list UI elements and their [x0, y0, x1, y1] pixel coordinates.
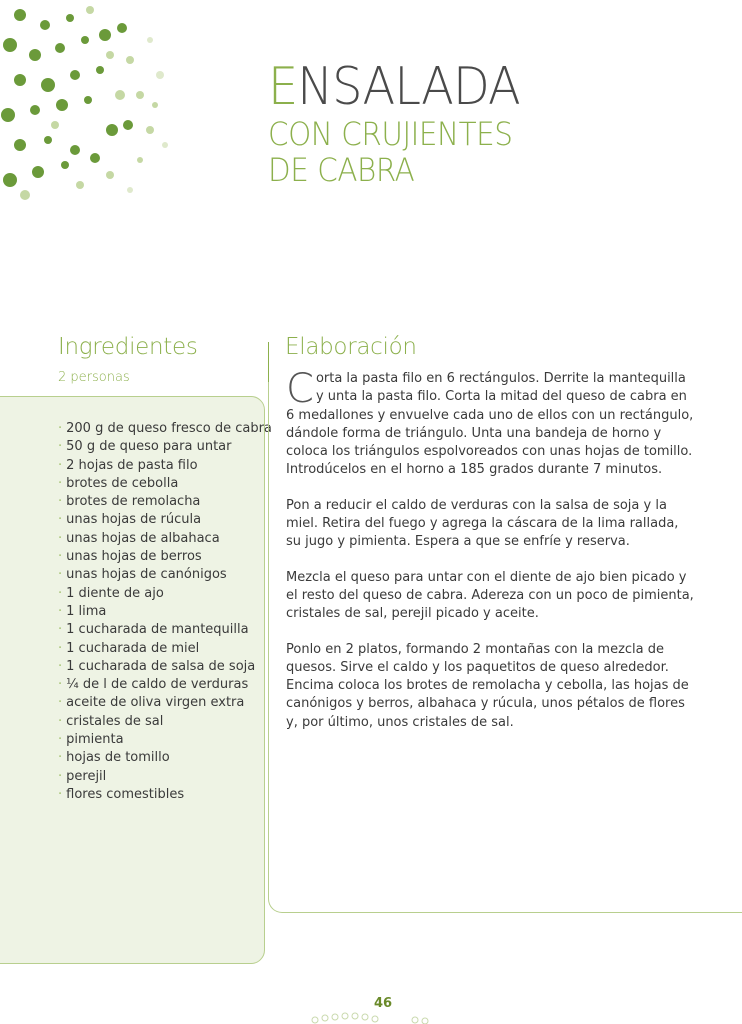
- bullet-icon: ·: [58, 732, 63, 748]
- bullet-icon: ·: [58, 530, 63, 546]
- bullet-icon: ·: [58, 494, 63, 510]
- ingredient-text: pimienta: [66, 732, 124, 748]
- elaboration-body: [286, 366, 696, 749]
- ingredient-item: [58, 786, 272, 804]
- ingredients-servings: 2 personas: [58, 370, 130, 385]
- bullet-icon: ·: [58, 421, 63, 436]
- ingredient-item: [58, 676, 272, 694]
- elaboration-paragraph-4: Ponlo en 2 platos, formando 2 montañas con la mezcla de quesos. Sirve el caldo y los paquetitos de queso alrededor. Encima coloca los brotes de remolacha y cebolla, las hojas de canónigos y berros, albahaca y rúcula, unos pétalos de flores y, por último, unos cristales de sal.: [286, 641, 689, 730]
- ingredient-item: [58, 621, 272, 639]
- ingredient-text: unas hojas de albahaca: [66, 530, 220, 546]
- bullet-icon: ·: [58, 750, 63, 766]
- ingredient-item: [58, 493, 272, 511]
- bullet-icon: ·: [58, 640, 63, 656]
- ingredient-text: 50 g de queso para untar: [66, 439, 232, 455]
- ingredient-text: 1 cucharada de salsa de soja: [66, 658, 256, 674]
- ingredient-item: [58, 694, 272, 712]
- ingredients-list: [58, 420, 272, 804]
- title-sub-line1: CON CRUJIENTES: [268, 115, 513, 153]
- ingredient-text: unas hojas de berros: [66, 549, 202, 565]
- decorative-dots-bottom: [300, 1008, 440, 1024]
- title-initial: E: [268, 57, 298, 117]
- bullet-icon: ·: [58, 603, 63, 619]
- paragraph-1-text: orta la pasta filo en 6 rectángulos. Derrite la mantequilla y unta la pasta filo. Corta la mitad del queso de cabra en 6 medallones y envuelve cada uno de ellos con un rectángulo, dándole forma de triángulo. Unta una bandeja de horno y coloca los triángulos espolvoreados con unas hojas de tomillo. Introdúcelos en el horno a 185 grados durante 7 minutos.: [286, 371, 694, 478]
- ingredient-text: hojas de tomillo: [66, 750, 170, 766]
- bullet-icon: ·: [58, 713, 63, 729]
- bullet-icon: ·: [58, 695, 63, 711]
- bullet-icon: ·: [58, 439, 63, 455]
- ingredient-text: cristales de sal: [66, 713, 164, 729]
- ingredient-item: [58, 731, 272, 749]
- bullet-icon: ·: [58, 475, 63, 491]
- ingredient-text: perejil: [66, 768, 107, 784]
- ingredient-text: 1 cucharada de miel: [66, 640, 200, 656]
- ingredient-item: [58, 566, 272, 584]
- bullet-icon: ·: [58, 677, 63, 693]
- recipe-title: [268, 58, 542, 188]
- ingredient-text: brotes de cebolla: [66, 475, 179, 491]
- ingredient-item: [58, 420, 272, 438]
- ingredient-item: [58, 585, 272, 603]
- elaboration-paragraph-2: Pon a reducir el caldo de verduras con la salsa de soja y la miel. Retira del fuego y agrega la cáscara de la lima rallada, su jugo y pimienta. Espera a que se enfríe y reserva.: [286, 497, 679, 550]
- ingredient-text: unas hojas de rúcula: [66, 512, 202, 528]
- ingredient-item: [58, 530, 272, 548]
- ingredient-item: [58, 640, 272, 658]
- elaboration-paragraph-1: [286, 366, 696, 480]
- bullet-icon: ·: [58, 457, 63, 473]
- bullet-icon: ·: [58, 768, 63, 784]
- bullet-icon: ·: [58, 585, 63, 601]
- ingredient-item: [58, 457, 272, 475]
- elaboration-heading: Elaboración: [285, 334, 417, 360]
- ingredient-item: [58, 713, 272, 731]
- ingredient-item: [58, 511, 272, 529]
- ingredient-item: [58, 475, 272, 493]
- ingredient-item: [58, 658, 272, 676]
- ingredient-text: flores comestibles: [66, 786, 185, 802]
- ingredient-item: [58, 548, 272, 566]
- ingredients-heading: Ingredientes: [58, 334, 198, 360]
- ingredient-text: ¼ de l de caldo de verduras: [66, 677, 249, 693]
- ingredient-item: [58, 438, 272, 456]
- page-number: 46: [374, 996, 393, 1011]
- ingredient-item: [58, 768, 272, 786]
- title-main: [268, 58, 520, 116]
- ingredient-text: 2 hojas de pasta filo: [66, 457, 198, 473]
- section-divider: [268, 342, 269, 382]
- title-main-rest: NSALADA: [297, 57, 520, 117]
- ingredient-text: aceite de oliva virgen extra: [66, 695, 245, 711]
- ingredient-text: 1 lima: [66, 603, 107, 619]
- title-sub-line2: DE CABRA: [268, 151, 415, 189]
- drop-cap: C: [286, 366, 314, 412]
- bullet-icon: ·: [58, 786, 63, 802]
- bullet-icon: ·: [58, 567, 63, 583]
- bullet-icon: ·: [58, 658, 63, 674]
- ingredient-text: brotes de remolacha: [66, 494, 201, 510]
- ingredient-item: [58, 603, 272, 621]
- bullet-icon: ·: [58, 512, 63, 528]
- bullet-icon: ·: [58, 622, 63, 638]
- bullet-icon: ·: [58, 549, 63, 565]
- elaboration-paragraph-3: Mezcla el queso para untar con el diente de ajo bien picado y el resto del queso de cabra. Adereza con un poco de pimienta, cristales de sal, perejil picado y aceite.: [286, 569, 694, 622]
- ingredient-item: [58, 749, 272, 767]
- ingredient-text: unas hojas de canónigos: [66, 567, 227, 583]
- ingredient-text: 1 cucharada de mantequilla: [66, 622, 249, 638]
- ingredient-text: 200 g de queso fresco de cabra: [66, 421, 272, 436]
- decorative-dots-top-left: [0, 0, 180, 210]
- ingredient-text: 1 diente de ajo: [66, 585, 164, 601]
